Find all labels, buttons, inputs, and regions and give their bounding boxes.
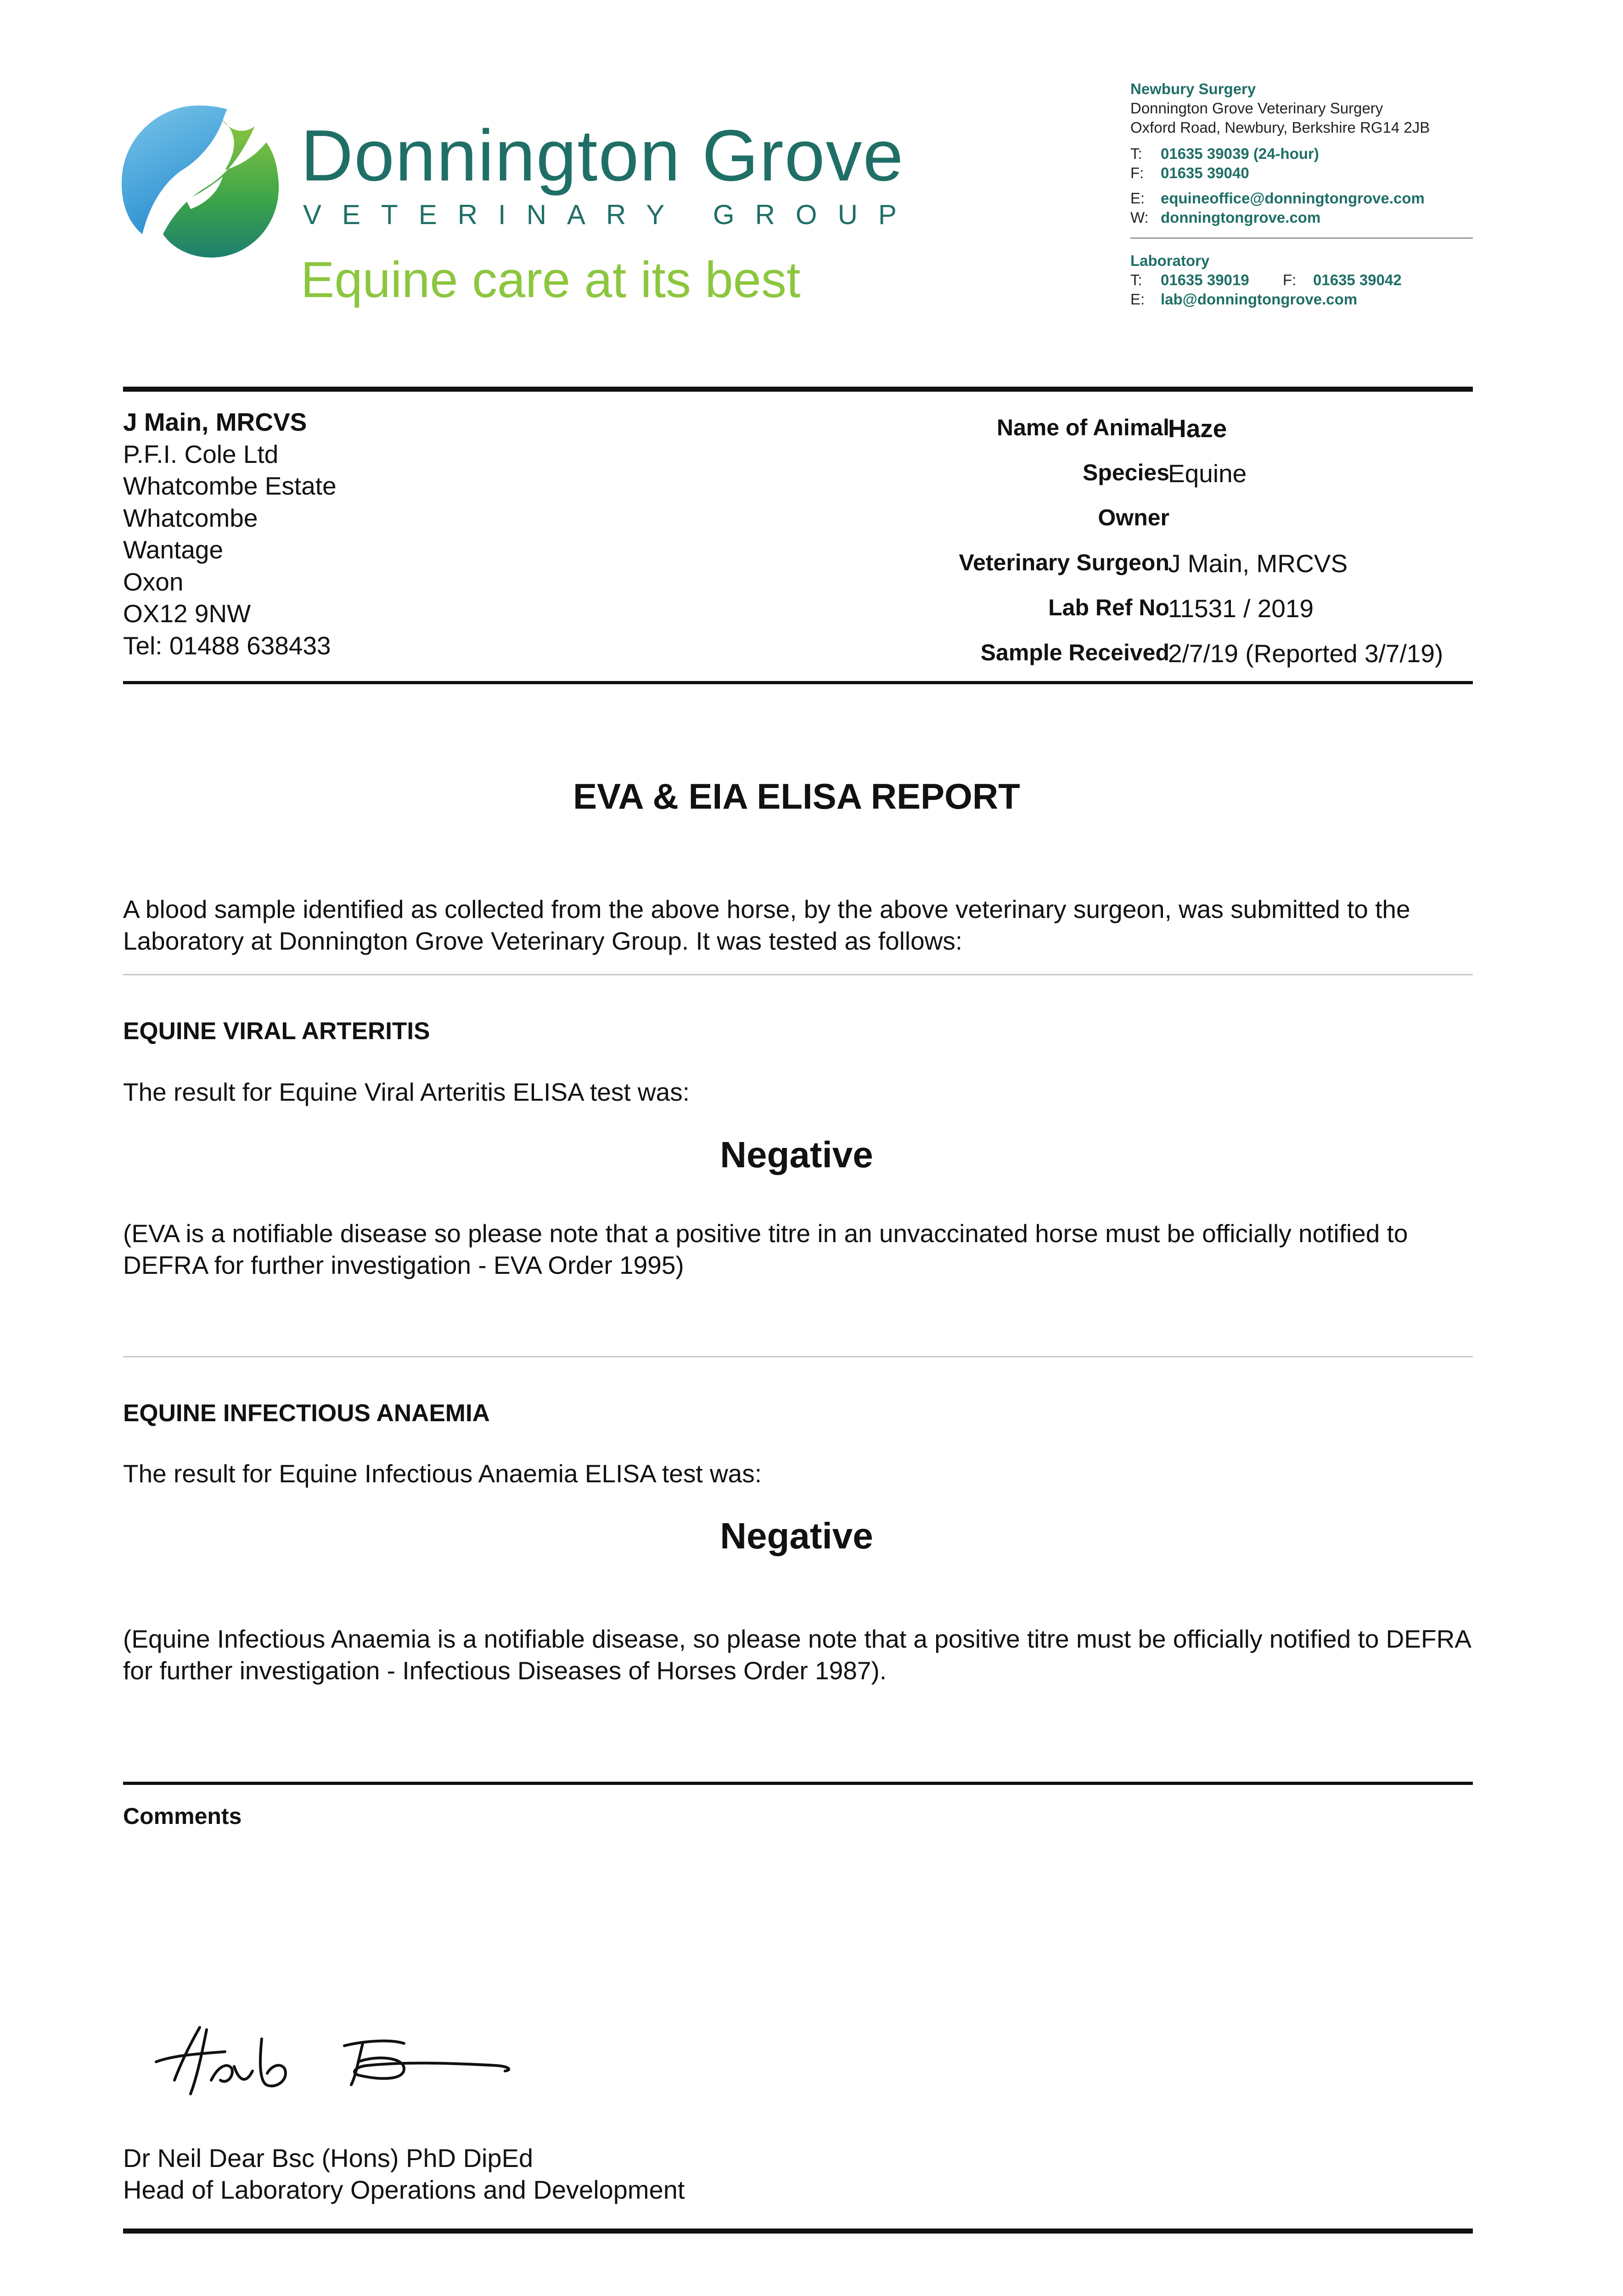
- brand-subtitle: VETERINARY GROUP: [303, 199, 917, 230]
- surgery-fax: [1130, 165, 1249, 180]
- sample-received-value: 2/7/19 (Reported 3/7/19): [1168, 639, 1443, 668]
- vet-surgeon-label: Veterinary Surgeon: [959, 550, 1169, 575]
- footer-rule: [123, 2228, 1473, 2234]
- eia-result: Negative: [720, 1515, 873, 1556]
- logo-icon: [117, 101, 282, 266]
- animal-name-label: Name of Animal: [996, 415, 1169, 440]
- comments-rule: [123, 1782, 1473, 1785]
- surgery-website: [1130, 210, 1320, 225]
- laboratory-telephone: [1130, 272, 1249, 287]
- report-intro: A blood sample identified as collected from the above horse, by the above veterinary surgeon, was submitted to the Laboratory at Donnington Grove Veterinary Group. It was tested as follows:: [123, 895, 1410, 955]
- signatory-name: Dr Neil Dear Bsc (Hons) PhD DipEd: [123, 2144, 534, 2172]
- header-rule: [123, 387, 1473, 392]
- surgery-name: Donnington Grove Veterinary Surgery: [1130, 100, 1383, 117]
- signatory-role: Head of Laboratory Operations and Development: [123, 2175, 685, 2204]
- recipient-address: [123, 406, 536, 675]
- laboratory-email: [1130, 292, 1357, 307]
- lab-fax-label: F:: [1283, 271, 1297, 288]
- lab-ref-value: 11531 / 2019: [1168, 594, 1314, 623]
- eia-heading: EQUINE INFECTIOUS ANAEMIA: [123, 1400, 490, 1427]
- tel-label: T:: [1130, 145, 1142, 162]
- eva-heading: EQUINE VIRAL ARTERITIS: [123, 1018, 430, 1045]
- surgery-telephone: [1130, 146, 1319, 161]
- recipient-postcode: OX12 9NW: [123, 599, 251, 628]
- signature: [147, 2011, 551, 2103]
- lab-tel-value: 01635 39019: [1161, 271, 1249, 288]
- fax-label: F:: [1130, 164, 1144, 181]
- lab-ref-label: Lab Ref No: [1048, 595, 1169, 620]
- recipient-county: Oxon: [123, 567, 184, 596]
- web-value: donningtongrove.com: [1161, 209, 1321, 226]
- email-label: E:: [1130, 190, 1145, 207]
- details-rule: [123, 681, 1473, 684]
- web-label: W:: [1130, 209, 1149, 226]
- lab-fax-value: 01635 39042: [1313, 271, 1402, 288]
- animal-name-value: Haze: [1168, 414, 1227, 443]
- brand-name: Donnington Grove: [301, 115, 904, 196]
- brand-tagline: Equine care at its best: [301, 252, 801, 308]
- recipient-name: J Main, MRCVS: [123, 408, 307, 436]
- fax-value: 01635 39040: [1161, 164, 1249, 181]
- eva-note: (EVA is a notifiable disease so please note that a positive titre in an unvaccinated horse must be officially notified to DEFRA for further investigation - EVA Order 1995): [123, 1219, 1408, 1279]
- eia-note: (Equine Infectious Anaemia is a notifiable disease, so please note that a positive titre must be officially notified to DEFRA for further investigation - Infectious Diseases of Horses Order 1987).: [123, 1625, 1470, 1685]
- surgery-email: [1130, 191, 1425, 206]
- sample-received-label: Sample Received: [980, 640, 1169, 665]
- letterhead-divider: [1130, 237, 1473, 239]
- laboratory-fax: [1283, 272, 1402, 287]
- vet-surgeon-value: J Main, MRCVS: [1168, 549, 1348, 578]
- comments-label: Comments: [123, 1803, 242, 1829]
- recipient-locality: Whatcombe: [123, 503, 258, 532]
- eva-lead: The result for Equine Viral Arteritis ELISA test was:: [123, 1078, 690, 1106]
- signatory: [123, 2142, 685, 2206]
- owner-label: Owner: [1098, 505, 1169, 530]
- species-value: Equine: [1168, 459, 1247, 488]
- recipient-telephone: Tel: 01488 638433: [123, 631, 331, 660]
- lab-email-label: E:: [1130, 291, 1145, 308]
- intro-divider: [123, 974, 1473, 975]
- eia-lead: The result for Equine Infectious Anaemia ELISA test was:: [123, 1459, 762, 1488]
- surgery-heading: Newbury Surgery: [1130, 80, 1256, 97]
- surgery-address: Oxford Road, Newbury, Berkshire RG14 2JB: [1130, 119, 1430, 136]
- email-value: equineoffice@donningtongrove.com: [1161, 190, 1425, 207]
- eva-divider: [123, 1356, 1473, 1357]
- species-label: Species: [1082, 460, 1169, 485]
- recipient-company: P.F.I. Cole Ltd: [123, 439, 279, 468]
- lab-email-value: lab@donningtongrove.com: [1161, 291, 1358, 308]
- recipient-estate: Whatcombe Estate: [123, 472, 337, 500]
- lab-tel-label: T:: [1130, 271, 1142, 288]
- eva-result: Negative: [720, 1134, 873, 1175]
- report-title: EVA & EIA ELISA REPORT: [573, 776, 1020, 816]
- tel-value: 01635 39039 (24-hour): [1161, 145, 1319, 162]
- recipient-town: Wantage: [123, 535, 224, 564]
- laboratory-heading: Laboratory: [1130, 252, 1210, 269]
